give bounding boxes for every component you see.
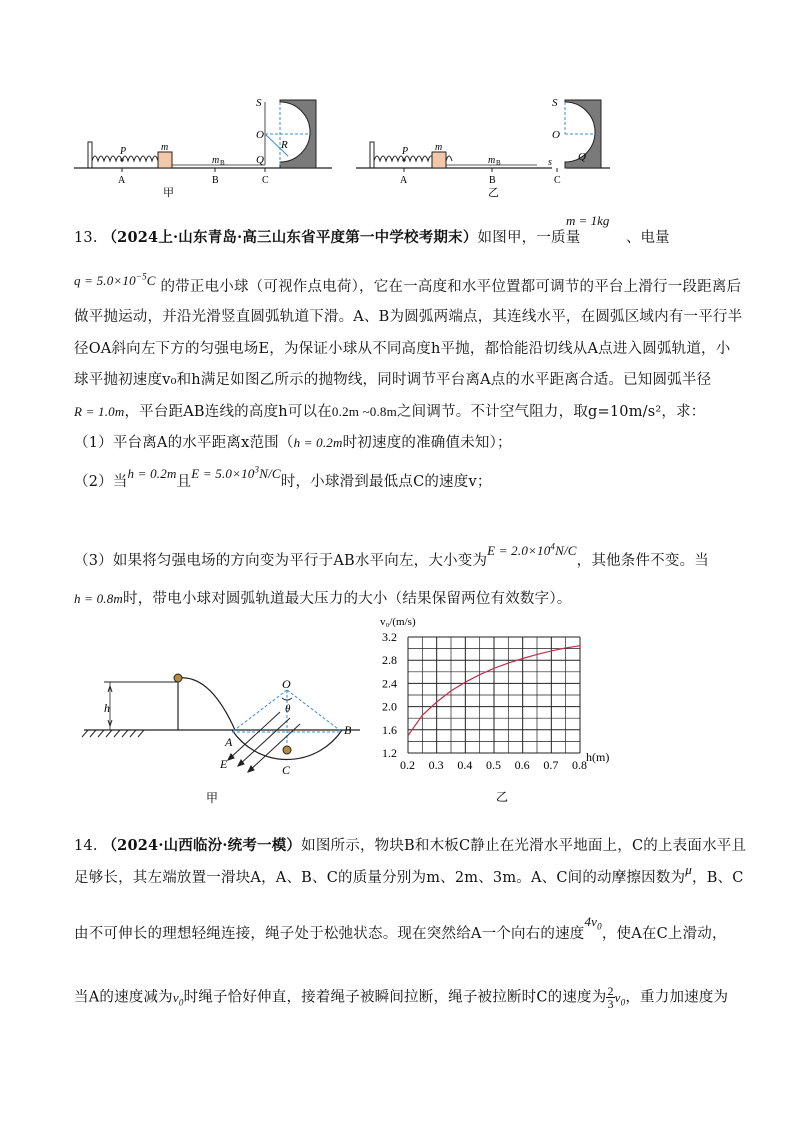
q13-source: （2024上·山东青岛·高三山东省平度第一中学校考期末）: [102, 229, 478, 246]
label-S: S: [552, 97, 558, 109]
label-mB: m: [212, 155, 220, 166]
label-mB-sub: B: [220, 159, 225, 167]
q14-line3: 由不可伸长的理想轻绳连接，绳子处于松弛状态。现在突然给A一个向右的速度$4v_0$，使A在C上滑动，: [74, 914, 727, 942]
label-m: m: [435, 142, 443, 153]
q13-line2: $q = 5.0\times 10^{-5}C$ 的带正电小球（可视作点电荷），它在一高度和水平位置都可调节的平台上滑行一段距离后: [74, 271, 742, 295]
q14-fraction: $\frac{2}{3}$: [607, 984, 614, 1011]
label-B: B: [344, 723, 352, 737]
x-tick-label: 0.3: [428, 758, 444, 772]
label-E: E: [220, 757, 228, 771]
label-O: O: [552, 129, 560, 141]
top-figures: [70, 90, 750, 200]
label-O: O: [282, 677, 291, 691]
x-tick-label: 0.5: [486, 758, 501, 772]
label-Q: Q: [578, 151, 586, 163]
label-mB-sub: B: [496, 159, 501, 167]
chart-yi: [360, 615, 740, 810]
q14-mu: μ: [685, 862, 692, 877]
chart-y-ticks: [382, 630, 397, 760]
q14-line2: 足够长，其左端放置一滑块A，A、B、C的质量分别为m、2m、3m。A、C间的动摩擦因数为μ，B、C: [74, 862, 744, 886]
q14-line1: 14. （2024·山西临汾·统考一模）如图所示，物块B和木板C静止在光滑水平地面上，C的上表面水平且: [74, 837, 747, 854]
label-R: R: [281, 139, 288, 151]
label-P: P: [402, 146, 409, 157]
q13-line4: 径OA斜向左下方的匀强电场E，为保证小球从不同高度h平抛，都恰能沿切线从A点进入圆弧轨道，小: [74, 341, 731, 357]
caption-yi: 乙: [496, 790, 509, 804]
label-P: P: [120, 146, 127, 157]
q14-source: （2024·山西临汾·统考一模）: [102, 837, 302, 854]
x-tick-label: 0.2: [400, 758, 415, 772]
y-tick-label: 1.2: [382, 746, 397, 760]
label-theta: θ: [285, 703, 291, 715]
label-C: C: [554, 175, 561, 186]
label-mB: m: [488, 155, 496, 166]
label-S: S: [256, 97, 262, 109]
y-tick-label: 1.6: [382, 722, 397, 737]
chart-x-ticks: [400, 758, 587, 772]
label-C: C: [282, 763, 291, 777]
chart-xlabel: h(m): [586, 750, 610, 764]
top-figure-left: [74, 97, 332, 199]
q13-line6: R = 1.0m，平台距AB连线的高度h可以在0.2m ~0.8m之间调节。不计空气阻力，取g=10m/s²，求：: [74, 404, 706, 420]
label-s: s: [548, 157, 552, 168]
top-figure-right: [356, 97, 610, 199]
label-B: B: [489, 175, 496, 186]
q13-line3: 做平抛运动，并沿光滑竖直圆弧轨道下滑。A、B为圆弧两端点，其连线水平，在圆弧区域内有一平行半: [74, 309, 743, 325]
chart-grid: [408, 637, 580, 753]
y-tick-label: 2.8: [382, 653, 397, 668]
y-tick-label: 2.0: [382, 699, 397, 714]
x-tick-label: 0.7: [543, 758, 559, 772]
q13-number: 13.: [74, 230, 98, 246]
y-tick-label: 2.4: [382, 676, 397, 691]
label-A: A: [225, 735, 233, 749]
chart-ylabel: v₀/(m/s): [380, 616, 416, 628]
q13-line1: 13. （2024上·山东青岛·高三山东省平度第一中学校考期末）如图甲，一质量: [74, 229, 581, 246]
q13-mass: m = 1kg: [566, 213, 610, 228]
q14-number: 14.: [74, 838, 98, 854]
label-h: h: [104, 701, 110, 715]
caption-jia-top: 甲: [163, 187, 174, 199]
q13-part3-cont: h = 0.8m时，带电小球对圆弧轨道最大压力的大小（结果保留两位有效数字）。: [74, 591, 572, 607]
caption-jia: 甲: [206, 791, 219, 805]
caption-yi-top: 乙: [488, 187, 499, 199]
q13-part2: （2）当h = 0.2m且$E = 5.0\times 10^3N/C$时，小球滑到最低点C的速度v；: [74, 464, 492, 490]
figure-jia: [80, 660, 380, 810]
label-A: A: [400, 175, 408, 186]
q13-charge: q = 5.0×10: [74, 273, 136, 288]
label-A: A: [118, 175, 126, 186]
q13-part3: （3）如果将匀强电场的方向变为平行于AB水平向左，大小变为$E = 2.0\times 10^4N/C$，其他条件不变。当: [74, 541, 709, 569]
x-tick-label: 0.6: [514, 758, 530, 772]
q14-line4: 当A的速度减为$v_0$时绳子恰好伸直，接着绳子被瞬间拉断，绳子被拉断时C的速度为 $\frac{2}{3}$ $v_0$，重力加速度为: [74, 984, 729, 1011]
label-O: O: [256, 129, 264, 141]
label-C: C: [262, 175, 269, 186]
x-tick-label: 0.8: [572, 758, 587, 772]
label-Q: Q: [256, 154, 264, 166]
label-B: B: [212, 175, 219, 186]
q13-line5: 球平抛初速度v₀和h满足如图乙所示的抛物线，同时调节平台离A点的水平距离合适。已知圆弧半径: [74, 372, 712, 388]
q13-part1: （1）平台离A的水平距离x范围（h = 0.2m时初速度的准确值未知）；: [74, 435, 512, 451]
label-m: m: [161, 142, 169, 153]
x-tick-label: 0.4: [457, 758, 473, 772]
y-tick-label: 3.2: [382, 630, 397, 644]
